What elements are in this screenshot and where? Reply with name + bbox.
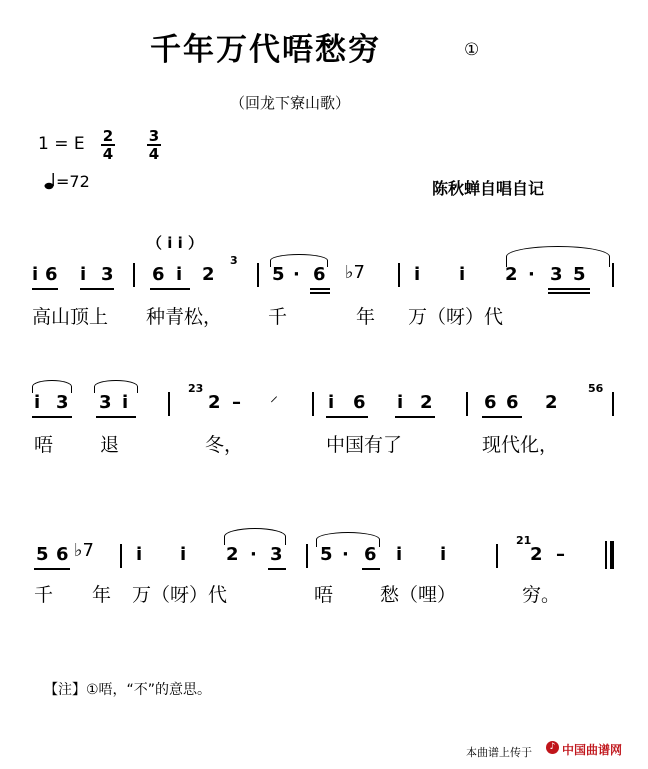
underline — [150, 288, 190, 290]
site-logo-icon: ♪ — [546, 741, 559, 754]
note: · — [342, 544, 349, 565]
underline — [96, 416, 136, 418]
lyric: 愁（哩） — [380, 584, 457, 606]
lyric: 冬， — [205, 434, 244, 456]
note: i — [397, 392, 404, 413]
tempo-value: =72 — [56, 172, 90, 191]
note: i — [459, 264, 466, 285]
footer-source-text: 本曲谱上传于 — [466, 746, 532, 759]
grace-note: 23 — [188, 382, 204, 395]
note: 2 — [530, 544, 543, 565]
final-barline-thick — [610, 541, 614, 569]
note: 2 — [202, 264, 215, 285]
barline — [306, 544, 308, 568]
note: 3 — [101, 264, 114, 285]
slur — [224, 528, 286, 545]
lyric: 千 — [34, 584, 54, 606]
note: 2 — [505, 264, 518, 285]
note: 5 — [320, 544, 333, 565]
quarter-note-icon — [44, 172, 56, 190]
lyric: 种青松， — [146, 306, 223, 328]
note: i — [80, 264, 87, 285]
time-sig-bottom: 4 — [102, 145, 114, 163]
underline — [326, 416, 368, 418]
note: 6 — [353, 392, 366, 413]
final-barline-thin — [605, 541, 607, 569]
underline — [310, 292, 330, 294]
note: · — [293, 264, 300, 285]
note: · — [250, 544, 257, 565]
lyric: 年 — [356, 306, 376, 328]
note: · — [528, 264, 535, 285]
note: i — [176, 264, 183, 285]
barline — [398, 263, 400, 287]
lyric: 千 — [268, 306, 288, 328]
credit: 陈秋蝉自唱自记 — [432, 179, 545, 198]
note: 2 — [420, 392, 433, 413]
grace-note: 3 — [230, 254, 238, 267]
underline — [548, 288, 590, 290]
ossia-notes: （ i i ） — [147, 234, 203, 252]
underline — [34, 568, 70, 570]
note: 3 — [270, 544, 283, 565]
underline — [548, 292, 590, 294]
barline — [612, 263, 614, 287]
barline — [612, 392, 614, 416]
lyric: 唔 — [314, 584, 334, 606]
barline — [257, 263, 259, 287]
underline — [268, 568, 286, 570]
lyric: 唔 — [34, 434, 54, 456]
lyric: 退 — [100, 434, 120, 456]
underline — [482, 416, 522, 418]
barline — [312, 392, 314, 416]
note: 6 — [45, 264, 58, 285]
note: i — [396, 544, 403, 565]
breath-mark: ⸝ — [270, 386, 279, 405]
underline — [32, 288, 58, 290]
barline — [133, 263, 135, 287]
note: i — [440, 544, 447, 565]
tempo-mark — [44, 172, 90, 191]
note: 5 — [272, 264, 285, 285]
note: ♭7 — [345, 262, 365, 283]
footnote: 【注】①唔，“不”的意思。 — [44, 682, 212, 698]
footnote-marker: ① — [464, 40, 480, 60]
barline — [168, 392, 170, 416]
page-title: 千年万代唔愁穷 — [150, 32, 381, 68]
grace-note: 21 — [516, 534, 532, 547]
barline — [496, 544, 498, 568]
lyric: 中国有了 — [326, 434, 403, 456]
underline — [32, 416, 72, 418]
note: 6 — [506, 392, 519, 413]
underline — [362, 568, 380, 570]
note: – — [556, 544, 565, 565]
note: i — [328, 392, 335, 413]
lyric: 年 — [92, 584, 112, 606]
note: ♭7 — [74, 540, 94, 561]
note: 3 — [550, 264, 563, 285]
underline — [310, 288, 330, 290]
note: i — [414, 264, 421, 285]
note: 3 — [56, 392, 69, 413]
note: 2 — [545, 392, 558, 413]
time-signature-2-4 — [100, 128, 116, 162]
lyric: 高山顶上 — [32, 306, 109, 328]
note: i — [136, 544, 143, 565]
note: i — [180, 544, 187, 565]
underline — [395, 416, 435, 418]
barline — [120, 544, 122, 568]
time-signature-3-4 — [146, 128, 162, 162]
barline — [466, 392, 468, 416]
time-sig-bottom: 4 — [148, 145, 160, 163]
note: 2 — [226, 544, 239, 565]
underline — [80, 288, 114, 290]
lyric: 现代化， — [482, 434, 559, 456]
time-sig-top: 3 — [148, 127, 160, 145]
key-signature: 1 = E — [38, 134, 85, 154]
note: 6 — [56, 544, 69, 565]
grace-note: 56 — [588, 382, 604, 395]
note: 5 — [573, 264, 586, 285]
note: 6 — [484, 392, 497, 413]
time-sig-top: 2 — [102, 127, 114, 145]
note: – — [232, 392, 241, 413]
note: i — [122, 392, 129, 413]
site-logo[interactable]: 中国曲谱网 — [562, 743, 623, 757]
lyric: 穷。 — [522, 584, 561, 606]
note: i — [32, 264, 39, 285]
note: 6 — [364, 544, 377, 565]
note: 3 — [99, 392, 112, 413]
lyric: 万（呀）代 — [408, 306, 504, 328]
note: i — [34, 392, 41, 413]
lyric: 万（呀）代 — [132, 584, 228, 606]
note: 6 — [313, 264, 326, 285]
note: 5 — [36, 544, 49, 565]
note: 2 — [208, 392, 221, 413]
note: 6 — [152, 264, 165, 285]
subtitle: （回龙下寮山歌） — [230, 94, 351, 112]
